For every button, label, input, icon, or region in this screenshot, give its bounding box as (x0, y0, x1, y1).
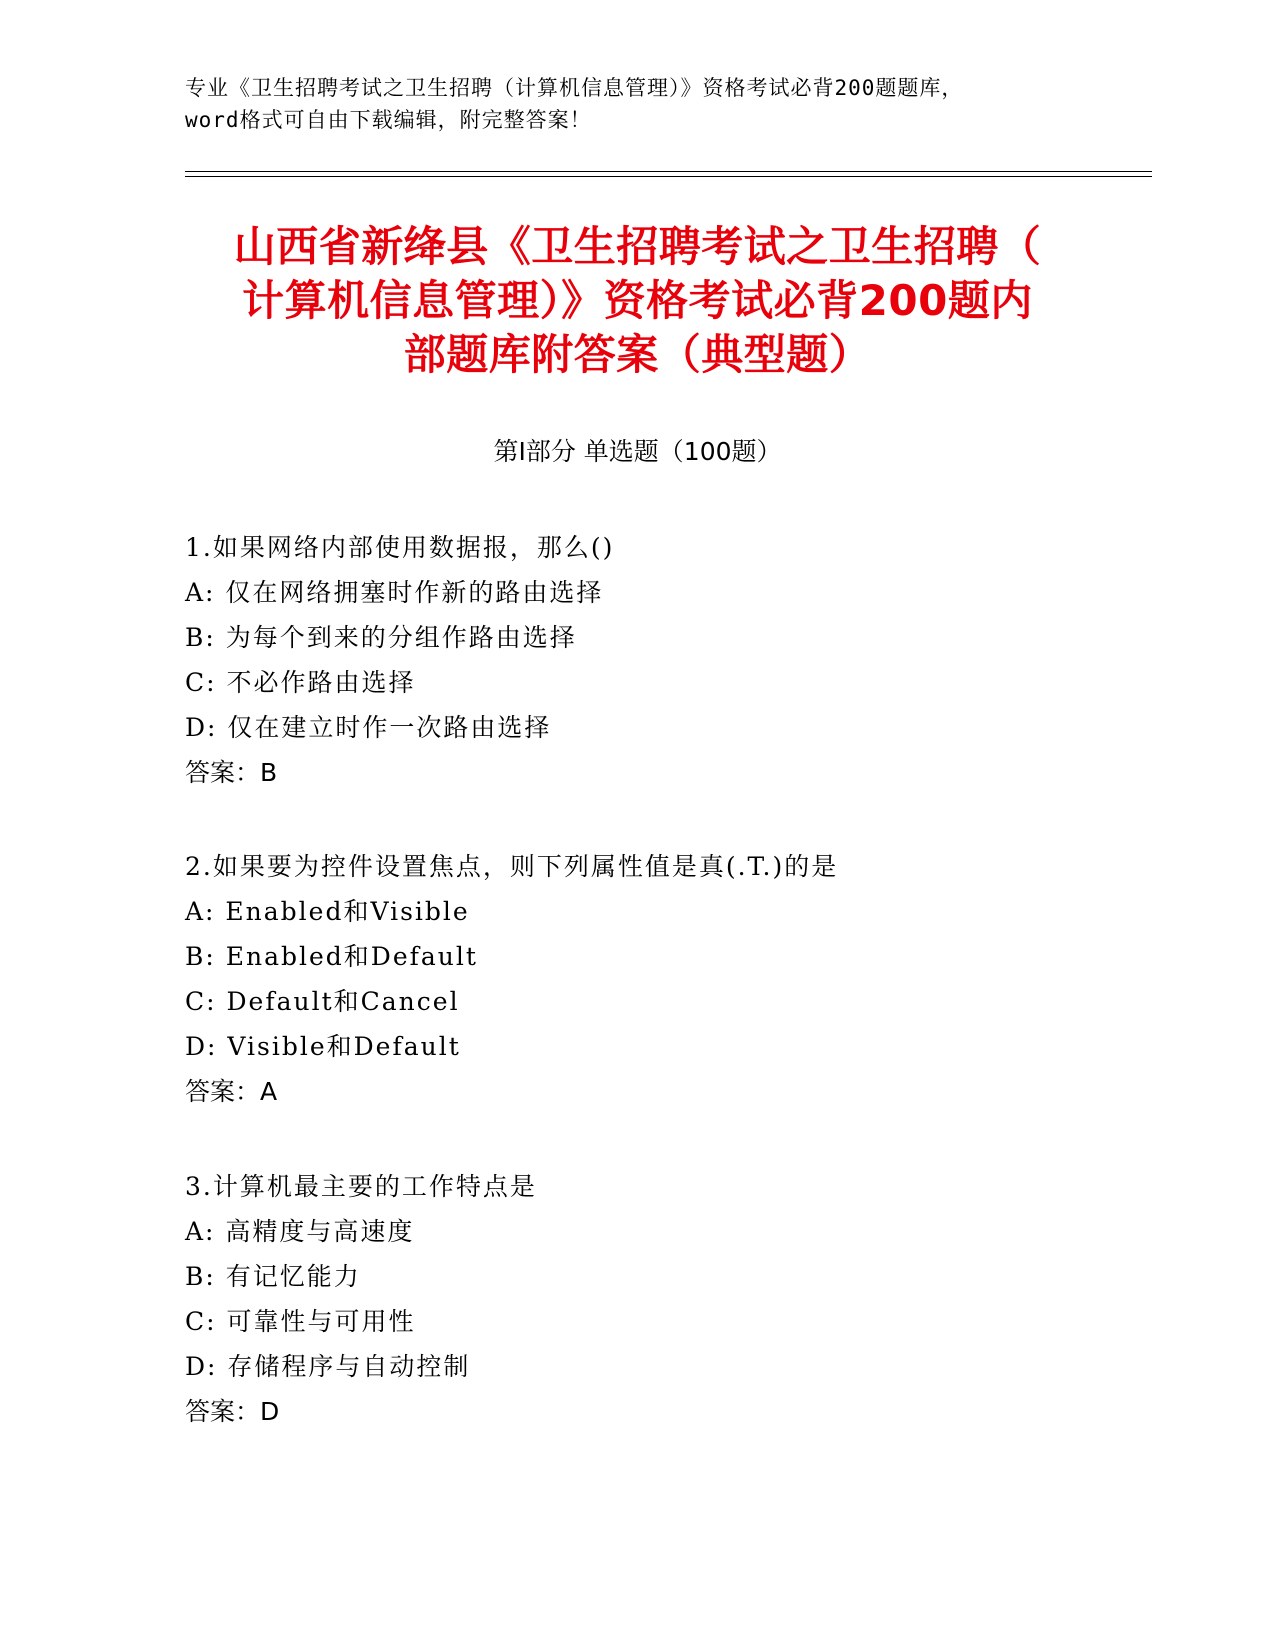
option-b: B: 有记忆能力 (185, 1262, 361, 1291)
option-c: C: Default和Cancel (185, 987, 460, 1016)
question-stem: 3.计算机最主要的工作特点是 (185, 1172, 537, 1201)
document-title-line-3: 部题库附答案（典型题） (403, 330, 872, 379)
header-note (185, 72, 1085, 136)
question-stem: 2.如果要为控件设置焦点，则下列属性值是真(.T.)的是 (185, 852, 839, 881)
header-note-line-1: 专业《卫生招聘考试之卫生招聘（计算机信息管理）》资格考试必背200题题库， (185, 76, 964, 100)
option-a: A: Enabled和Visible (185, 897, 470, 926)
option-a: A: 仅在网络拥塞时作新的路由选择 (185, 578, 604, 607)
question-1 (185, 525, 1145, 795)
option-c: C: 可靠性与可用性 (185, 1307, 416, 1336)
option-d: D: Visible和Default (185, 1032, 461, 1061)
option-b: B: Enabled和Default (185, 942, 478, 971)
question-stem: 1.如果网络内部使用数据报，那么() (185, 533, 615, 562)
document-title (170, 220, 1105, 382)
header-divider-bottom (185, 176, 1152, 177)
option-d: D: 存储程序与自动控制 (185, 1352, 471, 1381)
answer-label: 答案：B (185, 758, 278, 787)
document-title-line-2: 计算机信息管理）》资格考试必背200题内 (242, 276, 1033, 325)
option-d: D: 仅在建立时作一次路由选择 (185, 713, 552, 742)
document-title-line-1: 山西省新绛县《卫生招聘考试之卫生招聘（ (233, 222, 1042, 271)
answer-label: 答案：A (185, 1077, 278, 1106)
option-a: A: 高精度与高速度 (185, 1217, 415, 1246)
option-c: C: 不必作路由选择 (185, 668, 416, 697)
header-note-line-2: word格式可自由下载编辑，附完整答案！ (185, 108, 592, 132)
answer-label: 答案：D (185, 1397, 280, 1426)
question-3 (185, 1164, 1145, 1434)
section-heading: 第Ⅰ部分 单选题（100题） (493, 437, 782, 466)
option-b: B: 为每个到来的分组作路由选择 (185, 623, 577, 652)
question-2 (185, 844, 1145, 1114)
header-divider-top (185, 171, 1152, 172)
